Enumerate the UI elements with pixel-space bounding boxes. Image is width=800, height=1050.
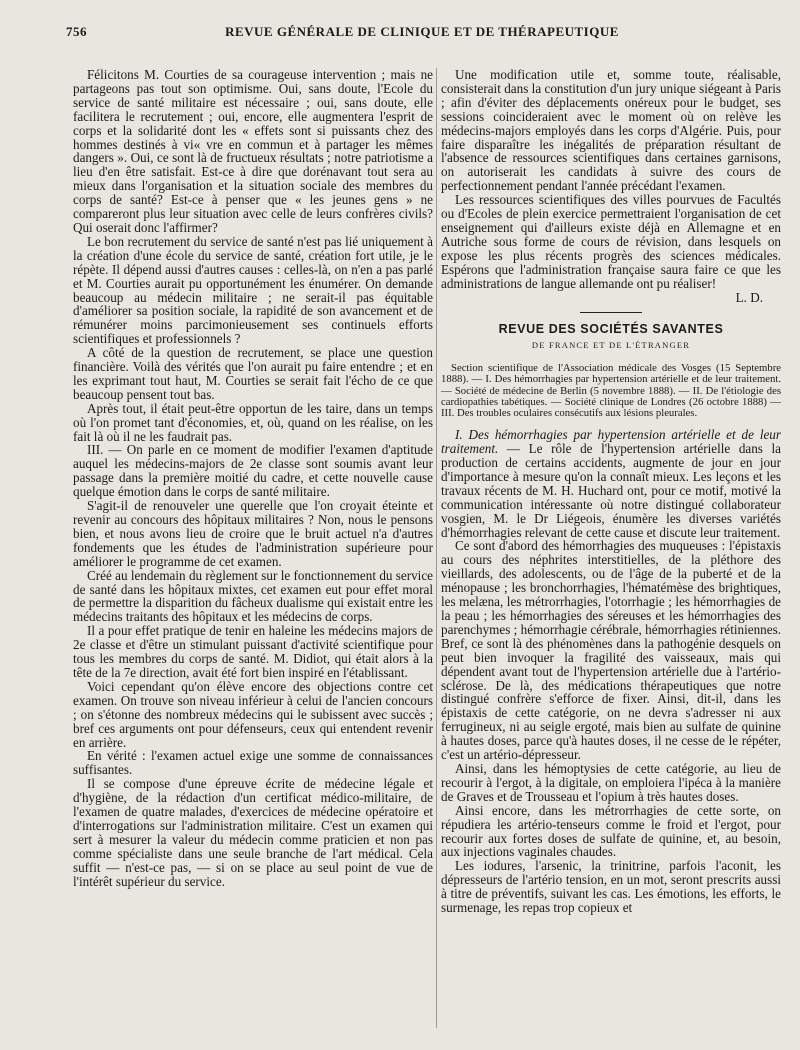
paragraph: Il a pour effet pratique de tenir en haleine les médecins majors de 2e classe et d'être un stimulant puissant d'activité scientifique pour tous les membres du corps de santé. M. Didiot, qui était alors à la tête de la 7e direction, avait été fort bien inspiré en l'établissant.	[73, 623, 433, 680]
article-paragraph: Ce sont d'abord des hémorrhagies des muqueuses : l'épistaxis au cours des néphrites interstitielles, de la pléthore des vieillards, des adolescents, ou de l'âge de la puberté et de la ménopause ; les bronchorrhagies, l'hématémèse des brightiques, les melæna, les métrorrhagies, l'otorrhagie ; les hémorrhagies de la peau ; les hémorrhagies des séreuses et les hémorrhagies des parenchymes ; hémorrhagie cérébrale, hémorrhagies rétiniennes. Bref, ce sont là des phénomènes dans la pathogénie desquels on peut bien invoquer la fragilité des vaisseaux, mais qui dépendent avant tout de l'hypertension artérielle due à l'artério-sclérose. De là, des médications thérapeutiques que notre distingué confrère s'efforce de fixer. Ainsi, dit-il, dans les épistaxis de cette catégorie, on ne devra s'adresser ni aux ferrugineux, ni au seigle ergoté, mais bien au sulfate de quinine à hautes doses, parce qu'à hautes doses, il ne cesse de le répéter, c'est un artério-dépresseur.	[441, 538, 781, 763]
running-header	[66, 22, 778, 44]
article-paragraph: Ainsi encore, dans les métrorrhagies de cette sorte, on répudiera les artério-tenseurs comme le froid et l'ergot, pour recourir aux fortes doses de sulfate de quinine, et, au besoin, aux injections vaginales chaudes.	[441, 802, 781, 860]
paragraph: Créé au lendemain du règlement sur le fonctionnement du service de santé dans les hôpitaux mixtes, cet examen eut pour effet moral de permettre la disparition du fâcheux dualisme qui existait entre les médecins traitants des hôpitaux et les médecins de corps.	[73, 567, 433, 625]
article-heading: I. Des hémorrhagies par hypertension artérielle et de leur traitement.	[441, 427, 781, 457]
left-column	[73, 68, 433, 888]
signature: L. D.	[735, 289, 763, 305]
separator-rule	[580, 312, 642, 313]
paragraph: Les ressources scientifiques des villes pourvues de Facultés ou d'Ecoles de plein exercice permettraient l'organisation de cet enseignement qui d'ailleurs existe déjà en Allemagne et en Autriche sous forme de cours de révision, dans lesquels on expose les plus récents progrès des sciences médicales. Espérons que l'administration française saura faire ce que les administrations de langue allemande ont pu réaliser!	[441, 192, 781, 291]
paragraph: Après tout, il était peut-être opportun de les taire, dans un temps où l'on promet tant d'économies, et, où, quand on les réalise, on les fait là où il ne les faudrait pas.	[73, 400, 433, 444]
paragraph: Il se compose d'une épreuve écrite de médecine légale et d'hygiène, de la rédaction d'un certificat médico-militaire, de l'examen de quatre malades, d'exercices de médecine opératoire et d'interrogations sur l'administration militaire. C'est un examen qui sert à mesurer la valeur du médecin comme praticien et non pas comme spécialiste dans une seule branche de l'art médical. Cela suffit — n'est-ce pas, — si on se place au seul point de vue de l'intérêt supérieur du service.	[73, 776, 433, 889]
right-column	[441, 68, 781, 915]
column-divider	[436, 68, 437, 1028]
paragraph: En vérité : l'examen actuel exige une somme de connaissances suffisantes.	[73, 748, 433, 778]
paragraph: A côté de la question de recrutement, se place une question financière. Voilà des vérités que l'on aurait pu faire entendre ; et en les exprimant tout haut, M. Courties se serait fait l'écho de ce que beaucoup pensent tout bas.	[73, 345, 433, 402]
paragraph: Le bon recrutement du service de santé n'est pas lié uniquement à la création d'une école du service de santé, création fort utile, je le répète. Il dépend aussi d'autres causes : celles-là, on n'en a pas parlé et M. Courties aurait pu opportunément les énumérer. On demande beaucoup au médecin militaire ; ne serait-il pas équitable d'améliorer sa position sociale, la rapidité de son avancement et de rémunérer moins parcimonieusement ses continuels efforts scientifiques et professionnels ?	[73, 233, 433, 347]
paragraph: Félicitons M. Courties de sa courageuse intervention ; mais ne partageons pas tout son optimisme. Oui, sans doute, l'Ecole du service de santé militaire est nécessaire ; oui, sans doute, elle facilitera le recrutement ; oui, encore, elle augmentera l'esprit de corps et la solidarité dont les « effets sont si puissants chez des hommes destinés à vi« vre en commun et à partager les mêmes dangers ». Oui, ce sont là de fructueux résultats ; notre patriotisme a lieu d'en être satisfait. Est-ce à dire que dorénavant tout sera au mieux dans l'organisation et la situation sociale des membres du corps de santé? Est-ce à penser que « les jeunes gens » ne compareront plus leur situation avec celle de leurs confrères civils? Qui oserait donc l'affirmer?	[73, 67, 433, 235]
running-title: REVUE GÉNÉRALE DE CLINIQUE ET DE THÉRAPEUTIQUE	[225, 24, 619, 39]
article-paragraph: I. Des hémorrhagies par hypertension artérielle et de leur traitement. — Le rôle de l'hypertension artérielle dans la production de certains accidents, augmente de jour en jour d'importance à mesure qu'on la connaît mieux. Les leçons et les travaux récents de M. H. Huchard ont, pour ce motif, motivé la communication intéressante où notre distingué collaborateur vosgien, M. le Dr Liégeois, énumère les diverses variétés d'hémorrhagies relevant de cette cause et discute leur traitement.	[441, 427, 781, 540]
page-number: 756	[66, 24, 87, 39]
paragraph: Une modification utile et, somme toute, réalisable, consisterait dans la constitution d'un jury unique siégeant à Paris ; afin d'éviter des déplacements onéreux pour le budget, ses sessions coincideraient avec le moment où on relève les médecins-majors employés dans les corps d'Algérie. Puis, pour faire disparaître les inégalités de préparation résultant de l'absence de ressources scientifiques dans certaines garnisons, on autoriserait les candidats à suivre des cours de perfectionnement pendant l'année précédant l'examen.	[441, 67, 781, 194]
paragraph: Voici cependant qu'on élève encore des objections contre cet examen. On trouve son niveau inférieur à celui de l'ancien concours ; on s'étonne des nombreux médecins qui le subissent avec succès ; bref ces arguments ont pour défenseurs, ceux qui entendent revenir en arrière.	[73, 678, 433, 750]
section-subtitle: DE FRANCE ET DE L'ÉTRANGER	[531, 340, 691, 351]
article-text: Le rôle de l'hypertension artérielle dans la production de certains accidents, augmente de jour en jour d'importance à mesure qu'on la connaît mieux. Les leçons et les travaux récents de M. H. Huchard ont, pour ce motif, motivé la communication intéressante où notre distingué collaborateur vosgien, M. le Dr Liégeois, énumère les diverses variétés d'hémorrhagies relevant de cette cause et discute leur traitement.	[441, 441, 781, 540]
article-paragraph: Ainsi, dans les hémoptysies de cette catégorie, au lieu de recourir à l'ergot, à la digitale, on emploiera l'ipéca à la manière de Graves et de Trousseau et l'opium à très hautes doses.	[441, 760, 781, 804]
section-summary: Section scientifique de l'Association médicale des Vosges (15 Septembre 1888). — I. Des hémorrhagies par hypertension artérielle et de leur traitement. — Société de médecine de Berlin (5 novembre 1888). — II. De l'étiologie des cardiopathies tabétiques. — Société clinique de Londres (26 octobre 1888) — III. Des troubles oculaires consécutifs aux lésions pleurales.	[441, 362, 781, 420]
article-paragraph: Les iodures, l'arsenic, la trinitrine, parfois l'aconit, les dépresseurs de l'artério tension, en un mot, seront prescrits aussi à titre de préventifs, suivant les cas. Les émotions, les efforts, le surmenage, les repas trop copieux et	[441, 858, 781, 916]
paragraph: III. — On parle en ce moment de modifier l'examen d'aptitude auquel les médecins-majors de 2e classe sont soumis avant leur passage dans la première moitié du cadre, et cette nouvelle cause quelque émotion dans le corps de santé militaire.	[73, 442, 433, 500]
paragraph: S'agit-il de renouveler une querelle que l'on croyait éteinte et revenir au concours des hôpitaux militaires ? Non, nous le pensons bien, et nous avons lieu de croire que le bruit actuel n'a d'autres fondements que les études de l'administration supérieure pour améliorer le programme de cet examen.	[73, 498, 433, 569]
section-title: REVUE DES SOCIÉTÉS SAVANTES	[498, 322, 724, 337]
